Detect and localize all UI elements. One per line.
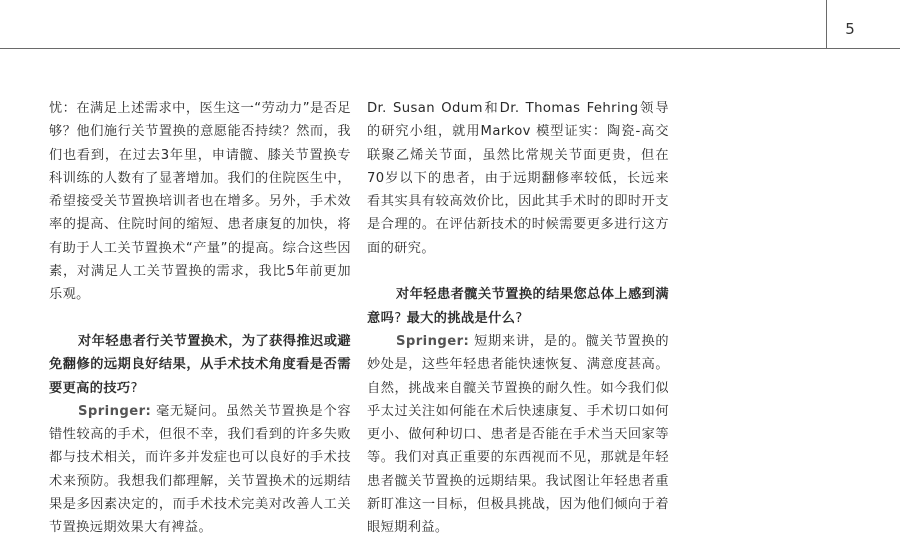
right-column <box>367 97 669 540</box>
left-paragraph-1: 忧：在满足上述需求中，医生这一“劳动力”是否足够？他们施行关节置换的意愿能否持续？然而，我们也看到，在过去3年里，申请髋、膝关节置换专科训练的人数有了显著增加。我们的住院医生中，希望接受关节置换培训者也在增多。另外，手术效率的提高、住院时间的缩短、患者康复的加快，将有助于人工关节置换术“产量”的提高。综合这些因素，对满足人工关节置换的需求，我比5年前更加乐观。 <box>49 101 351 303</box>
speaker-name: Springer: <box>396 333 470 349</box>
question-mark: ? <box>394 310 402 326</box>
question-mark: ? <box>130 380 138 396</box>
answer-text: 毫无疑问。虽然关节置换是个容错性较高的手术，但很不幸，我们看到的许多失败都与技术相关，而许多并发症也可以良好的手术技术来预防。我想我们都理解，关节置换术的远期结果是多因素决定的，而手术技术完美对改善人工关节置换远期效果大有裨益。 <box>49 403 351 536</box>
question-text: 对年轻患者髋关节置换的结果您总体上感到满意吗 <box>367 287 669 326</box>
question-mark-2: ? <box>515 310 523 326</box>
left-column <box>49 97 351 540</box>
question-text: 对年轻患者行关节置换术，为了获得推迟或避免翻修的远期良好结果，从手术技术角度看是否需要更高的技巧 <box>49 333 351 396</box>
paragraph-gap <box>367 260 669 283</box>
answer-text: 短期来讲，是的。髋关节置换的妙处是，这些年轻患者能快速恢复、满意度甚高。自然，挑战来自髋关节置换的耐久性。如今我们似乎太过关注如何能在术后快速康复、手术切口如何更小、做何种切口、患者是否能在手术当天回家等等。我们对真正重要的东西视而不见，那就是年轻患者髋关节置换的远期结果。我试图让年轻患者重新盯准这一目标，但极具挑战，因为他们倾向于着眼短期利益。 <box>367 333 669 536</box>
interview-question-1 <box>49 330 351 400</box>
question-text-2: 最大的挑战是什么 <box>401 310 516 326</box>
speaker-name: Springer: <box>78 403 152 419</box>
header-rule <box>0 48 900 49</box>
header-divider <box>826 0 827 49</box>
page-number: 5 <box>845 20 855 38</box>
interview-answer-1 <box>49 400 351 540</box>
interview-answer-2 <box>367 330 669 540</box>
paragraph-gap <box>49 307 351 330</box>
interview-question-2 <box>367 283 669 330</box>
right-paragraph-1: Dr. Susan Odum和Dr. Thomas Fehring领导的研究小组，就用Markov 模型证实：陶瓷-高交联聚乙烯关节面，虽然比常规关节面更贵，但在70岁以下的患者，由于远期翻修率较低，长远来看其实具有较高效价比，因此其手术时的即时开支是合理的。在评估新技术的时候需要更多进行这方面的研究。 <box>367 101 669 256</box>
